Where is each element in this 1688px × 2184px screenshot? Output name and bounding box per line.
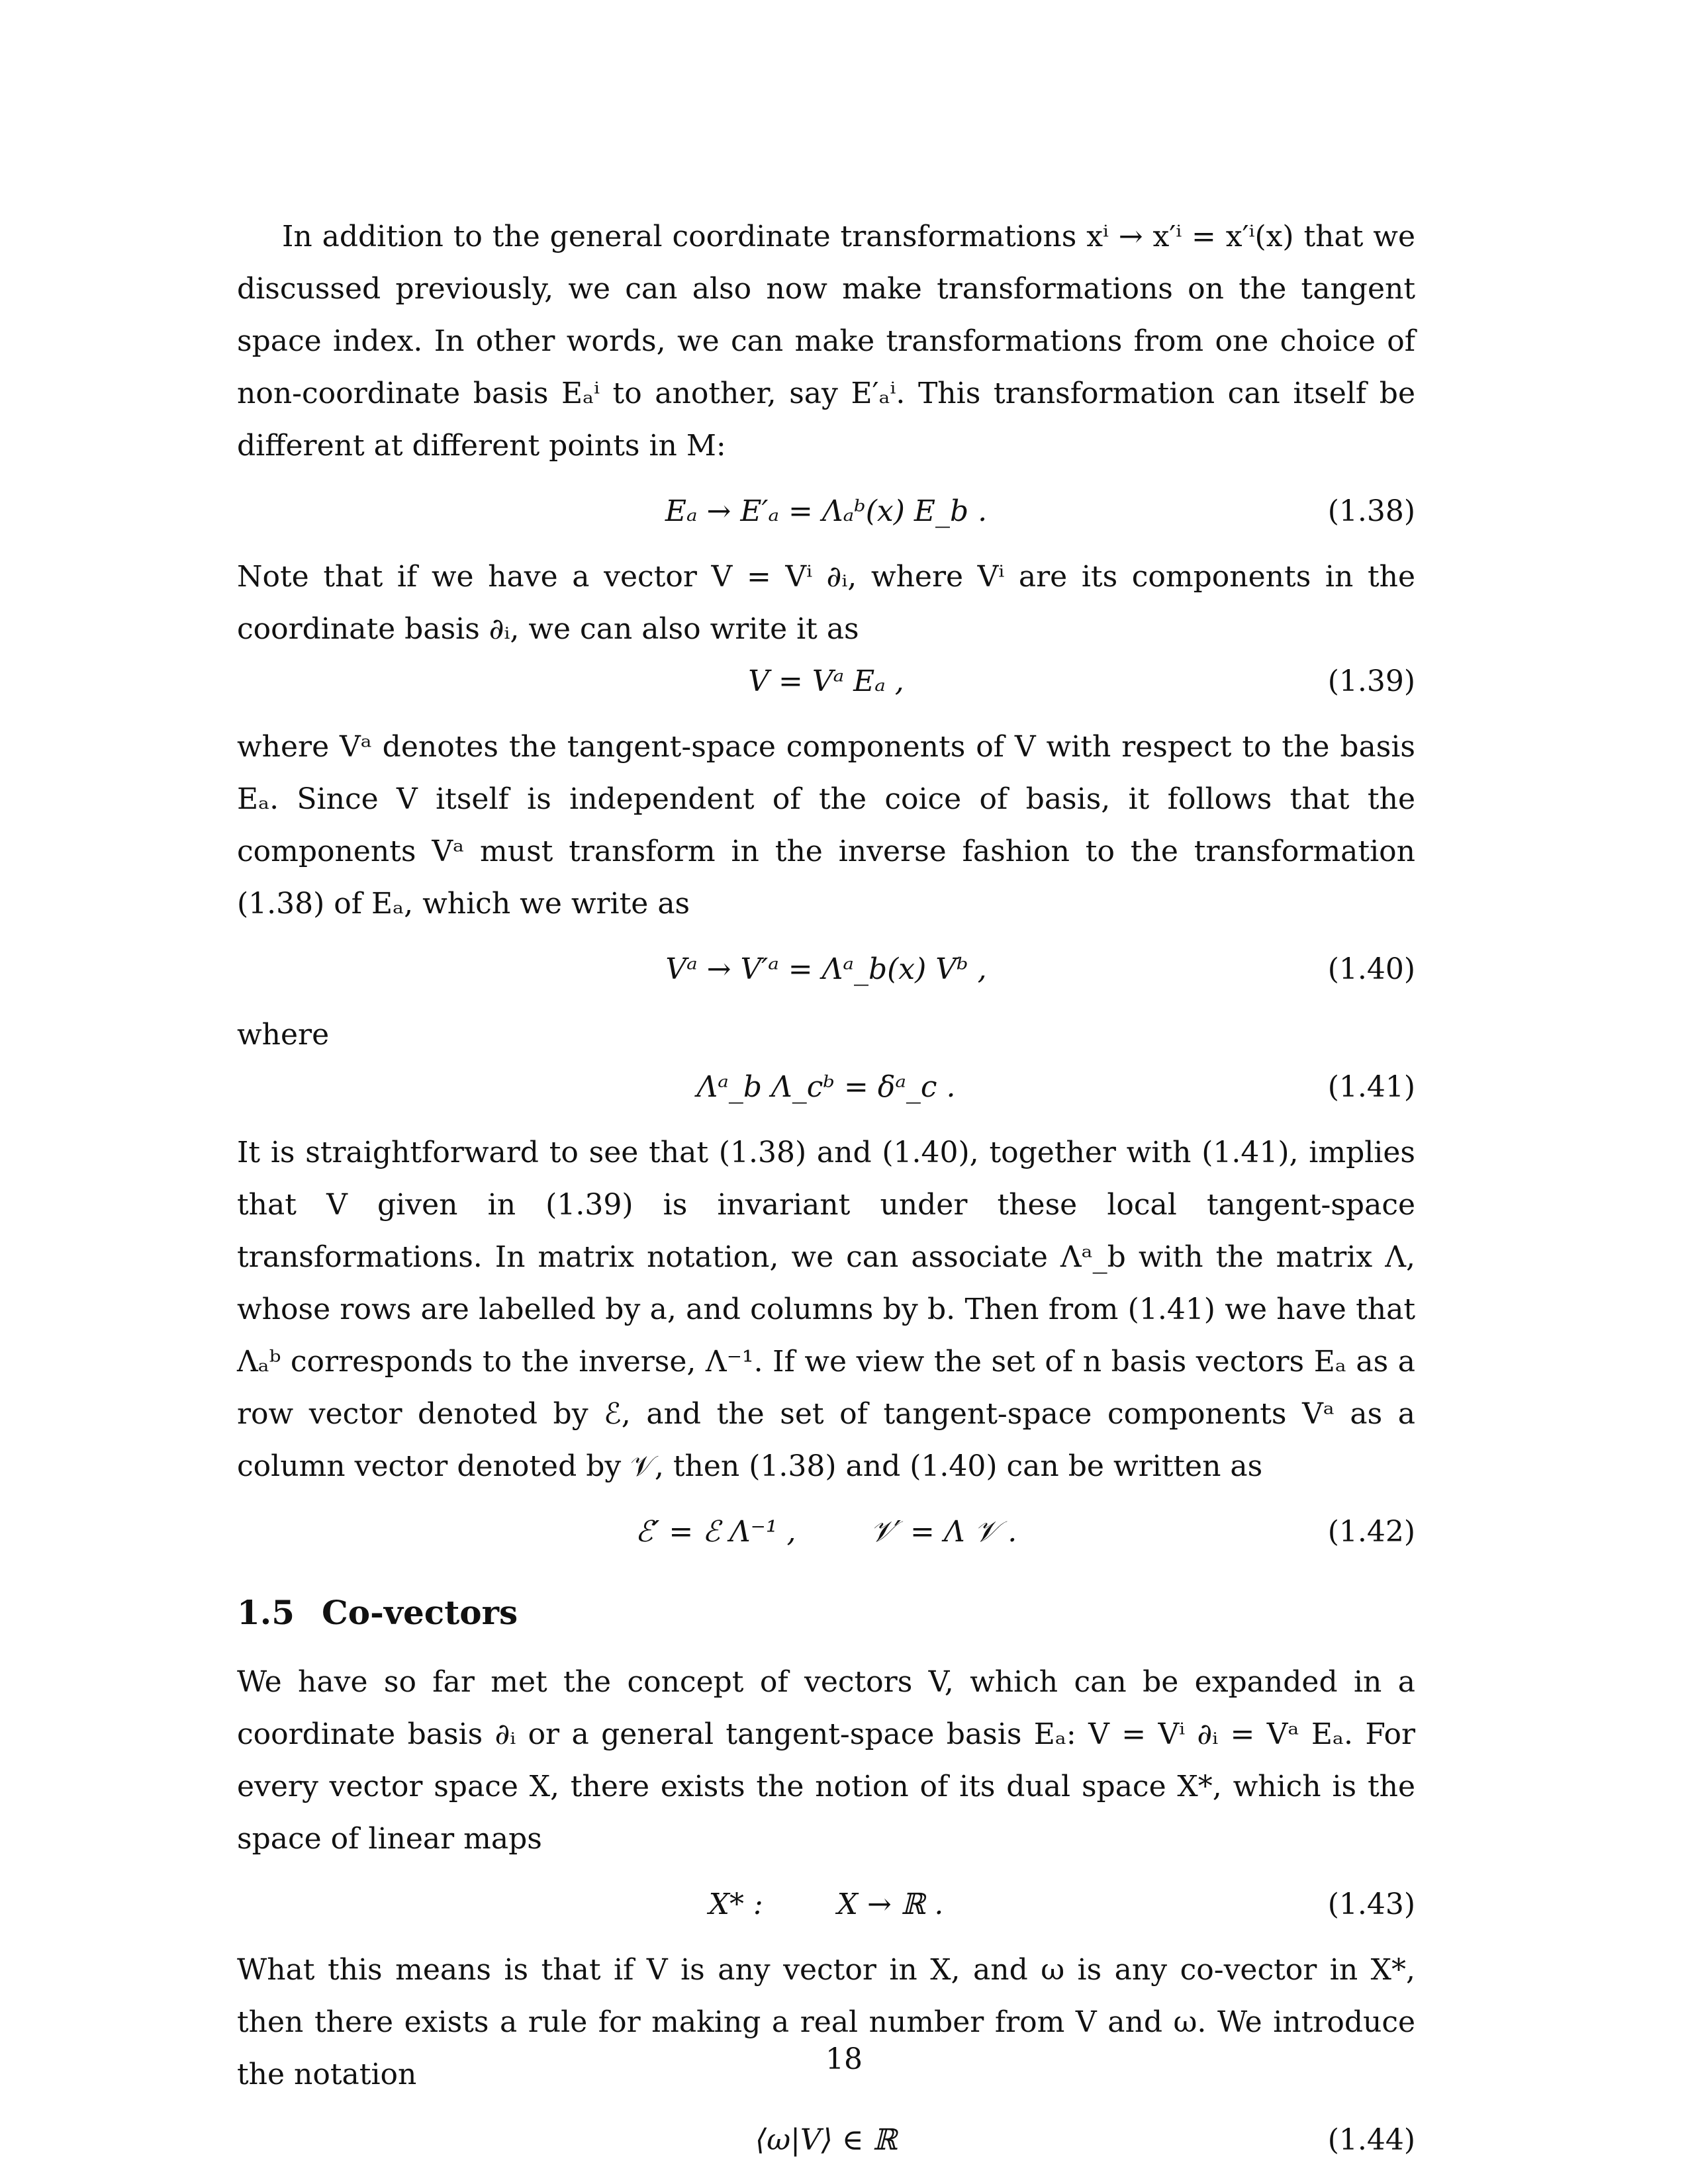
paragraph-2: Note that if we have a vector V = Vⁱ ∂ᵢ, where Vⁱ are its components in the coordinate basis ∂ᵢ, we can also write it as: [237, 560, 1415, 646]
page-number: 18: [825, 2042, 863, 2076]
equation-1-39-body: V = Vᵃ Eₐ ,: [748, 664, 904, 698]
equation-1-40: [237, 943, 1415, 995]
equation-1-42: [237, 1506, 1415, 1558]
equation-1-43-number: (1.43): [1327, 1888, 1415, 1921]
equation-1-43: [237, 1878, 1415, 1931]
equation-1-39-number: (1.39): [1327, 664, 1415, 698]
equation-1-42-body: ℰ′ = ℰ Λ⁻¹ , 𝒱′ = Λ 𝒱 .: [635, 1515, 1017, 1549]
paragraph-3: where Vᵃ denotes the tangent-space components of V with respect to the basis Eₐ. Since V itself is independent of the coice of basis, it follows that the components Vᵃ must transform in the inverse fashion to the transformation (1.38) of Eₐ, which we write as: [237, 730, 1415, 921]
equation-1-41: [237, 1061, 1415, 1113]
equation-1-38-number: (1.38): [1327, 494, 1415, 528]
paragraph-1: In addition to the general coordinate transformations xⁱ → x′ⁱ = x′ⁱ(x) that we discussed previously, we can also now make transformations on the tangent space index. In other words, we can make transformations from one choice of non-coordinate basis Eₐⁱ to another, say E′ₐⁱ. This transformation can itself be different at different points in M:: [237, 220, 1415, 463]
equation-1-41-number: (1.41): [1327, 1070, 1415, 1104]
equation-1-41-body: Λᵃ_b Λ_cᵇ = δᵃ_c .: [696, 1070, 956, 1104]
equation-1-40-body: Vᵃ → V′ᵃ = Λᵃ_b(x) Vᵇ ,: [665, 952, 987, 986]
equation-1-44: [237, 2114, 1415, 2166]
equation-1-44-number: (1.44): [1327, 2123, 1415, 2157]
section-heading: [237, 1583, 1415, 1643]
equation-1-44-body: ⟨ω|V⟩ ∈ ℝ: [755, 2123, 897, 2157]
page-content: [237, 210, 1415, 2166]
paragraph-4: where: [237, 1018, 330, 1052]
paragraph-6: We have so far met the concept of vectors V, which can be expanded in a coordinate basis ∂ᵢ or a general tangent-space basis Eₐ: V = Vⁱ ∂ᵢ = Vᵃ Eₐ. For every vector space X, there exists the notion of its dual space X*, which is the space of linear maps: [237, 1665, 1415, 1856]
equation-1-43-body: X* : X → ℝ .: [708, 1888, 944, 1921]
equation-1-38-body: Eₐ → E′ₐ = Λₐᵇ(x) E_b .: [665, 494, 988, 528]
equation-1-42-number: (1.42): [1327, 1515, 1415, 1549]
equation-1-38: [237, 485, 1415, 537]
section-number: 1.5: [237, 1593, 295, 1632]
section-title: Co-vectors: [322, 1593, 518, 1632]
paragraph-7: What this means is that if V is any vector in X, and ω is any co-vector in X*, then there exists a rule for making a real number from V and ω. We introduce the notation: [237, 1953, 1415, 2091]
paragraph-5: It is straightforward to see that (1.38) and (1.40), together with (1.41), implies that V given in (1.39) is invariant under these local tangent-space transformations. In matrix notation, we can associate Λᵃ_b with the matrix Λ, whose rows are labelled by a, and columns by b. Then from (1.41) we have that Λₐᵇ corresponds to the inverse, Λ⁻¹. If we view the set of n basis vectors Eₐ as a row vector denoted by ℰ, and the set of tangent-space components Vᵃ as a column vector denoted by 𝒱, then (1.38) and (1.40) can be written as: [237, 1136, 1415, 1483]
equation-1-39: [237, 655, 1415, 707]
equation-1-40-number: (1.40): [1327, 952, 1415, 986]
